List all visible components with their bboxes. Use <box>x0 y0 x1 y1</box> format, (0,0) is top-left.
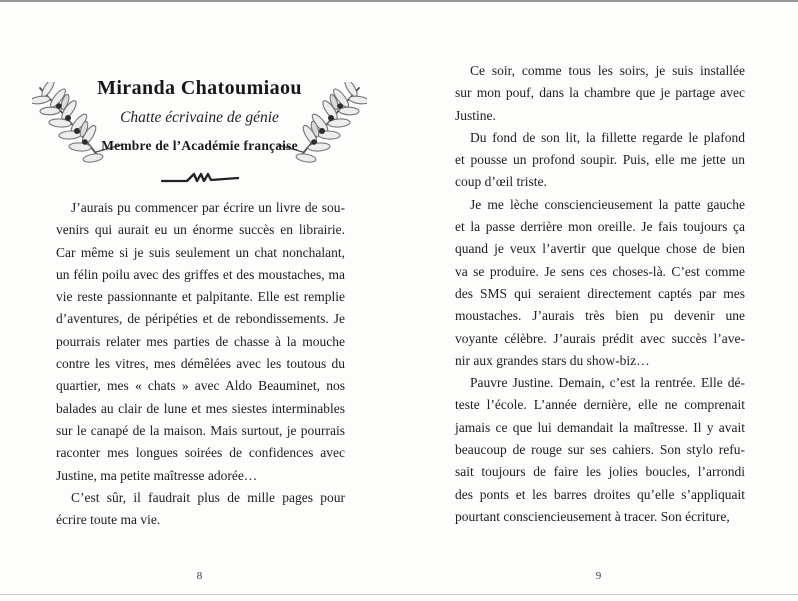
text-line: et la passe derrière mon oreille. Je fais toujours ça <box>455 219 745 235</box>
author-subtitle: Chatte écrivaine de génie <box>120 109 279 126</box>
text-line: sur le canapé de la maison. Mais surtout, je pourrais <box>56 422 345 438</box>
text-line: quand je veux l’avertir que quelque chose de bien <box>455 241 745 257</box>
text-line: Justine, ma petite maîtresse adorée… <box>56 467 258 483</box>
page-number-left: 8 <box>196 570 203 582</box>
text-line: Ce soir, comme tous les soirs, je suis installée <box>470 63 745 78</box>
text-line: teste l’école. L’année dernière, elle ne comprenait <box>455 397 745 413</box>
text-line: va se produire. Je sens ces choses-là. C’est comme <box>455 263 745 279</box>
text-line: Du fond de son lit, la fillette regarde le plafond <box>470 129 745 145</box>
text-line: voyante célèbre. J’aurais prédit avec succès l’ave- <box>455 330 745 346</box>
text-line: coup d’œil triste. <box>455 174 547 190</box>
text-line: quartier, mes « chats » avec Aldo Beauminet, nos <box>56 378 345 394</box>
text-line: d’aventures, de péripéties et de rebondissements. Je <box>56 311 345 327</box>
text-line: vie reste passionnante et palpitante. Elle est remplie <box>56 289 345 305</box>
text-line: pourrais relater mes parties de chasse à la mouche <box>56 333 345 349</box>
right-page-body <box>455 60 745 528</box>
author-title: Miranda Chatoumiaou <box>97 77 302 99</box>
page-number-right: 9 <box>595 570 602 582</box>
text-line: contre les vitres, mes démêlées avec les toutous du <box>56 356 345 372</box>
text-line: balades au clair de lune et mes siestes interminables <box>56 400 345 416</box>
right-page <box>399 0 798 601</box>
text-line: Je me lèche consciencieusement la patte gauche <box>470 196 745 212</box>
text-line: sait toujours de faire les jolies boucles, l’arrondi <box>455 464 745 480</box>
text-line: jamais ce que lui demandait la maîtresse. Il y avait <box>455 419 745 435</box>
text-line: des ponts et les barres droites qu’elle s’appliquait <box>455 486 745 502</box>
author-affiliation: Membre de l’Académie française <box>101 138 298 153</box>
text-line: moustaches. J’aurais très bien pu devenir une <box>455 308 745 324</box>
text-line: Justine. <box>455 107 496 123</box>
text-line: venirs qui aurait eu un énorme succès en librairie. <box>56 222 345 238</box>
text-line: un félin poilu avec des griffes et des moustaches, ma <box>56 266 345 282</box>
bottom-edge-rule <box>0 594 798 595</box>
squiggle-divider-icon <box>0 171 399 192</box>
text-line: J’aurais pu commencer par écrire un livre de sou- <box>71 200 345 215</box>
text-line: des SMS qui seraient directement captés par mes <box>455 285 745 301</box>
text-line: écrire toute ma vie. <box>56 512 161 528</box>
text-line: nir aux grandes stars du show-biz… <box>455 352 650 368</box>
text-line: Pauvre Justine. Demain, c’est la rentrée. Elle dé- <box>470 375 745 391</box>
text-line: C’est sûr, il faudrait plus de mille pages pour <box>71 489 345 505</box>
text-line: beaucoup de rouge sur ses cahiers. Son stylo refu- <box>455 442 745 458</box>
text-line: pourtant consciencieusement à tracer. Son écriture, <box>455 508 730 524</box>
text-line: Car même si je suis seulement un chat nonchalant, <box>56 244 345 260</box>
left-page-body <box>56 197 345 531</box>
text-line: raconter mes longues soirées de confidences avec <box>56 445 345 461</box>
text-line: et pousse un profond soupir. Puis, elle me jette un <box>455 152 745 168</box>
text-line: sur mon pouf, dans la chambre que je partage avec <box>455 85 745 101</box>
